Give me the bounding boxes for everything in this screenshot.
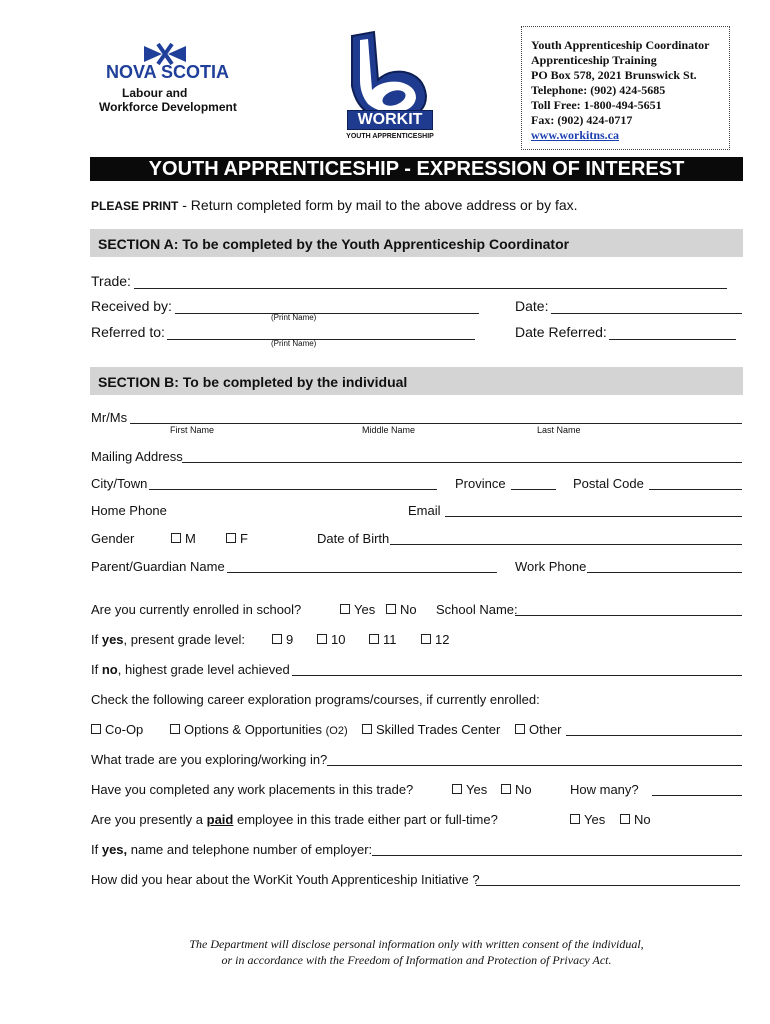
work-phone-label: Work Phone xyxy=(515,559,587,574)
no-bold: no xyxy=(101,662,118,677)
other-field[interactable] xyxy=(566,735,742,736)
grade-11-text: 11 xyxy=(383,632,397,647)
trade-field[interactable] xyxy=(134,288,727,289)
home-phone-label: Home Phone xyxy=(91,503,167,518)
mailing-address-field[interactable] xyxy=(182,462,742,463)
received-by-field[interactable] xyxy=(175,313,479,314)
hear-field[interactable] xyxy=(476,885,740,886)
grade-10-text: 10 xyxy=(331,632,346,647)
exploring-field[interactable] xyxy=(327,765,742,766)
province-field[interactable] xyxy=(511,489,556,490)
section-a-heading: SECTION A: To be completed by the Youth Apprenticeship Coordinator xyxy=(98,236,570,252)
highest-grade-field[interactable] xyxy=(292,675,742,676)
paid-yes-text: Yes xyxy=(584,812,606,827)
highest-grade-label xyxy=(91,662,290,677)
paid-no-option[interactable] xyxy=(620,812,651,827)
trade-label: Trade: xyxy=(91,273,131,289)
parent-label: Parent/Guardian Name xyxy=(91,559,225,574)
gender-f-option[interactable] xyxy=(226,531,248,546)
grade-level-label xyxy=(91,632,245,647)
placements-question: Have you completed any work placements in this trade? xyxy=(91,782,414,797)
placements-yes-text: Yes xyxy=(466,782,488,797)
last-name-hint: Last Name xyxy=(537,425,581,435)
placements-no-option[interactable] xyxy=(501,782,532,797)
school-name-field[interactable] xyxy=(515,615,742,616)
grade-12-checkbox[interactable] xyxy=(421,634,431,644)
grade-rest: , present grade level: xyxy=(123,632,245,647)
contact-line-5: Toll Free: 1-800-494-5651 xyxy=(531,98,662,112)
referred-to-field[interactable] xyxy=(167,339,475,340)
highest-rest: , highest grade level achieved xyxy=(117,662,290,677)
enrolled-yes-text: Yes xyxy=(354,602,376,617)
contact-line-4: Telephone: (902) 424-5685 xyxy=(531,83,666,97)
how-many-label: How many? xyxy=(570,782,639,797)
placements-yes-checkbox[interactable] xyxy=(452,784,462,794)
referred-to-label: Referred to: xyxy=(91,324,165,340)
paid-yes-option[interactable] xyxy=(570,812,605,827)
placements-yes-option[interactable] xyxy=(452,782,487,797)
dept-line-1: Labour and xyxy=(122,86,188,100)
province-label: Province xyxy=(455,476,506,491)
employer-label xyxy=(91,842,372,857)
date-referred-field[interactable] xyxy=(609,339,736,340)
first-name-hint: First Name xyxy=(170,425,215,435)
workit-sub: YOUTH APPRENTICESHIP xyxy=(346,133,434,140)
enrolled-yes-checkbox[interactable] xyxy=(340,604,350,614)
enrolled-question: Are you currently enrolled in school? xyxy=(91,602,302,617)
skilled-trades-checkbox[interactable] xyxy=(362,724,372,734)
workit-text: WORKIT xyxy=(347,110,433,130)
gender-label: Gender xyxy=(91,531,135,546)
programs-instruction: Check the following career exploration programs/courses, if currently enrolled: xyxy=(91,692,540,707)
contact-line-3: PO Box 578, 2021 Brunswick St. xyxy=(531,68,697,82)
print-name-hint-2: (Print Name) xyxy=(271,339,317,348)
paid-no-checkbox[interactable] xyxy=(620,814,630,824)
hear-question: How did you hear about the WorKit Youth Apprenticeship Initiative ? xyxy=(91,872,480,887)
section-b-heading: SECTION B: To be completed by the individual xyxy=(98,374,408,390)
employer-rest: name and telephone number of employer: xyxy=(127,842,373,857)
intro-text xyxy=(91,197,578,213)
email-field[interactable] xyxy=(445,516,742,517)
if-text-2: If xyxy=(91,662,102,677)
coop-checkbox[interactable] xyxy=(91,724,101,734)
contact-box xyxy=(521,26,730,150)
enrolled-no-option[interactable] xyxy=(386,602,417,617)
section-a-header xyxy=(90,229,743,257)
contact-line-2: Apprenticeship Training xyxy=(531,53,657,67)
gender-m-text: M xyxy=(185,531,196,546)
parent-field[interactable] xyxy=(227,572,497,573)
other-checkbox[interactable] xyxy=(515,724,525,734)
options-text: Options & Opportunities xyxy=(184,722,326,737)
enrolled-no-text: No xyxy=(400,602,417,617)
grade-10-checkbox[interactable] xyxy=(317,634,327,644)
options-checkbox[interactable] xyxy=(170,724,180,734)
paid-question xyxy=(91,812,498,827)
dob-field[interactable] xyxy=(390,544,742,545)
dept-line-2: Workforce Development xyxy=(99,100,237,114)
yes-bold: yes xyxy=(101,632,124,647)
how-many-field[interactable] xyxy=(652,795,742,796)
section-b-header xyxy=(90,367,743,395)
intro-rest: - Return completed form by mail to the above address or by fax. xyxy=(178,197,578,213)
workit-logo xyxy=(345,30,435,148)
enrolled-no-checkbox[interactable] xyxy=(386,604,396,614)
work-phone-field[interactable] xyxy=(587,572,742,573)
coop-option[interactable] xyxy=(91,722,143,737)
gender-m-option[interactable] xyxy=(171,531,196,546)
placements-no-checkbox[interactable] xyxy=(501,784,511,794)
grade-9-text: 9 xyxy=(286,632,294,647)
received-by-label: Received by: xyxy=(91,298,172,314)
gender-f-checkbox[interactable] xyxy=(226,533,236,543)
date-label: Date: xyxy=(515,298,549,314)
other-option[interactable] xyxy=(515,722,562,737)
paid-post: employee in this trade either part or full-time? xyxy=(233,812,498,827)
date-referred-label: Date Referred: xyxy=(515,324,607,340)
nova-scotia-logo xyxy=(96,42,246,122)
city-field[interactable] xyxy=(149,489,437,490)
paid-word: paid xyxy=(206,812,234,827)
footer-line-1: The Department will disclose personal information only with written consent of the individual, xyxy=(189,937,644,951)
if-text: If xyxy=(91,632,102,647)
middle-name-hint: Middle Name xyxy=(362,425,416,435)
grade-11-option[interactable] xyxy=(369,632,397,647)
contact-line-1: Youth Apprenticeship Coordinator xyxy=(531,38,710,52)
postal-code-label: Postal Code xyxy=(573,476,644,491)
postal-code-field[interactable] xyxy=(649,489,742,490)
mrms-label: Mr/Ms xyxy=(91,410,128,425)
print-name-hint-1: (Print Name) xyxy=(271,313,317,322)
grade-11-checkbox[interactable] xyxy=(369,634,379,644)
enrolled-yes-option[interactable] xyxy=(340,602,375,617)
contact-line-6: Fax: (902) 424-0717 xyxy=(531,113,633,127)
paid-no-text: No xyxy=(634,812,651,827)
employer-field[interactable] xyxy=(372,855,742,856)
gender-m-checkbox[interactable] xyxy=(171,533,181,543)
paid-pre: Are you presently a xyxy=(91,812,207,827)
date-field[interactable] xyxy=(551,313,742,314)
school-name-label: School Name: xyxy=(436,602,518,617)
paid-yes-checkbox[interactable] xyxy=(570,814,580,824)
grade-12-text: 12 xyxy=(435,632,450,647)
mailing-address-label: Mailing Address xyxy=(91,449,183,464)
exploring-question: What trade are you exploring/working in? xyxy=(91,752,328,767)
yes-comma-bold: yes, xyxy=(101,842,128,857)
name-field[interactable] xyxy=(130,423,742,424)
grade-9-checkbox[interactable] xyxy=(272,634,282,644)
options-option[interactable] xyxy=(170,722,348,737)
placements-no-text: No xyxy=(515,782,532,797)
skilled-trades-option[interactable] xyxy=(362,722,500,737)
privacy-footer xyxy=(90,936,743,968)
website-link[interactable]: www.workitns.ca xyxy=(531,128,620,142)
grade-9-option[interactable] xyxy=(272,632,293,647)
footer-line-2: or in accordance with the Freedom of Information and Protection of Privacy Act. xyxy=(221,953,612,967)
if-text-3: If xyxy=(91,842,102,857)
skilled-trades-text: Skilled Trades Center xyxy=(376,722,501,737)
other-text: Other xyxy=(529,722,562,737)
please-print: PLEASE PRINT xyxy=(91,199,179,213)
city-label: City/Town xyxy=(91,476,148,491)
coop-text: Co-Op xyxy=(105,722,144,737)
o2-text: (O2) xyxy=(325,725,348,737)
dob-label: Date of Birth xyxy=(317,531,390,546)
gender-f-text: F xyxy=(240,531,248,546)
ns-logo-text: NOVA SCOTIA xyxy=(106,62,230,82)
form-title: YOUTH APPRENTICESHIP - EXPRESSION OF INTEREST xyxy=(90,157,743,181)
grade-10-option[interactable] xyxy=(317,632,345,647)
grade-12-option[interactable] xyxy=(421,632,449,647)
email-label: Email xyxy=(408,503,441,518)
